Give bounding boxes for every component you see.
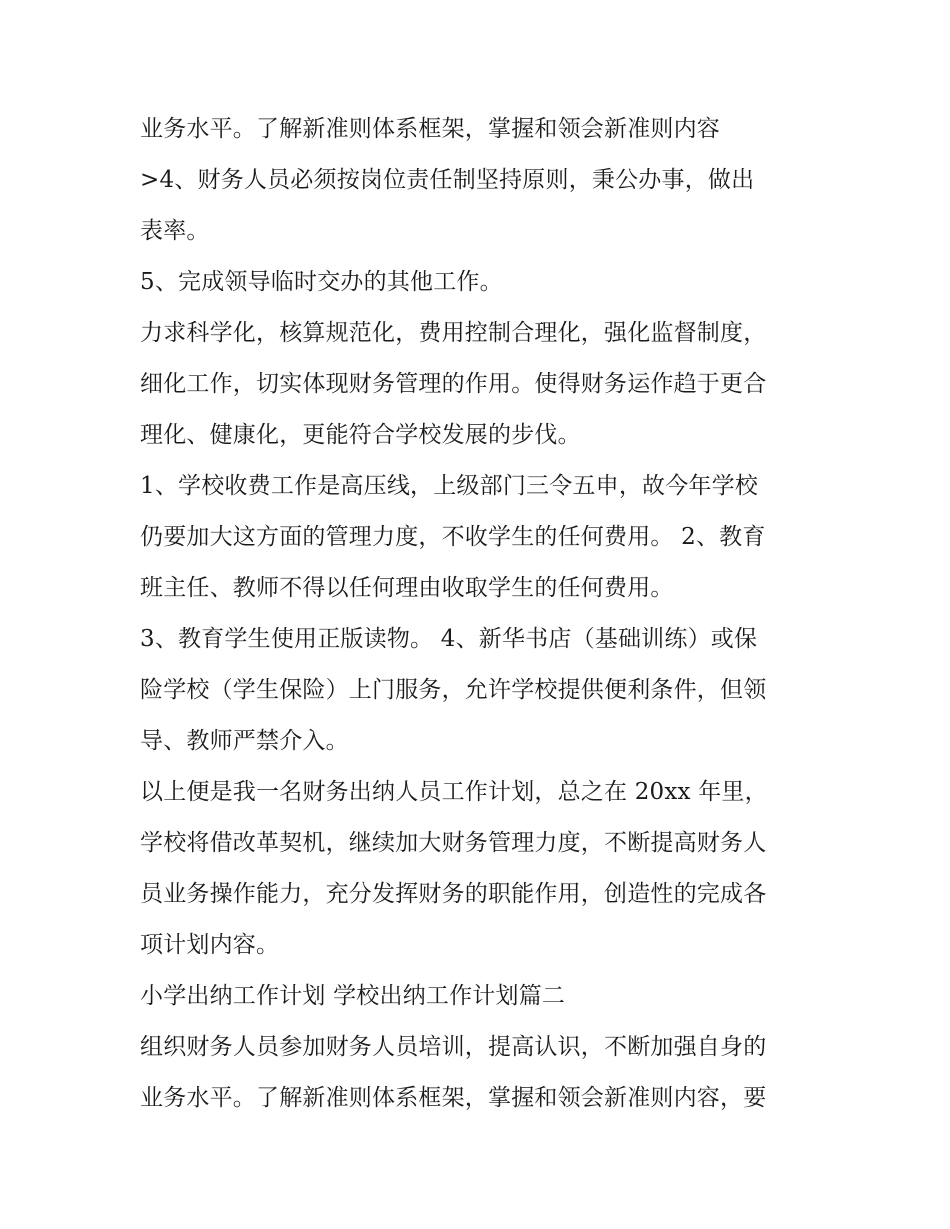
text-line: 班主任、教师不得以任何理由收取学生的任何费用。	[140, 575, 674, 601]
text-line: 5、完成领导临时交办的其他工作。	[140, 269, 503, 295]
text-line: 表率。	[140, 218, 210, 244]
text-line: 细化工作，切实体现财务管理的作用。使得财务运作趋于更合	[140, 371, 767, 397]
text-line: 3、教育学生使用正版读物。 4、新华书店（基础训练）或保	[140, 626, 758, 652]
text-line: 员业务操作能力，充分发挥财务的职能作用，创造性的完成各	[140, 881, 767, 907]
text-line: 项计划内容。	[140, 932, 280, 958]
text-line: 理化、健康化，更能符合学校发展的步伐。	[140, 422, 581, 448]
section-heading: 小学出纳工作计划 学校出纳工作计划篇二	[140, 983, 566, 1009]
text-line: 险学校（学生保险）上门服务，允许学校提供便利条件，但领	[140, 677, 767, 703]
text-line: 导、教师严禁介入。	[140, 728, 349, 754]
text-line: 业务水平。了解新准则体系框架，掌握和领会新准则内容，要	[140, 1085, 767, 1111]
document-body	[140, 104, 830, 1124]
text-line: 组织财务人员参加财务人员培训，提高认识，不断加强自身的	[140, 1034, 767, 1060]
text-line: 仍要加大这方面的管理力度，不收学生的任何费用。 2、教育	[140, 524, 766, 550]
text-line: 力求科学化，核算规范化，费用控制合理化，强化监督制度，	[140, 320, 767, 346]
text-line: 学校将借改革契机，继续加大财务管理力度，不断提高财务人	[140, 830, 767, 856]
text-line: 以上便是我一名财务出纳人员工作计划，总之在 20xx 年里，	[140, 779, 768, 805]
text-line: 业务水平。了解新准则体系框架，掌握和领会新准则内容	[140, 116, 720, 142]
text-line: >4、财务人员必须按岗位责任制坚持原则，秉公办事，做出	[140, 167, 755, 193]
text-line: 1、学校收费工作是高压线，上级部门三令五申，故今年学校	[140, 473, 759, 499]
